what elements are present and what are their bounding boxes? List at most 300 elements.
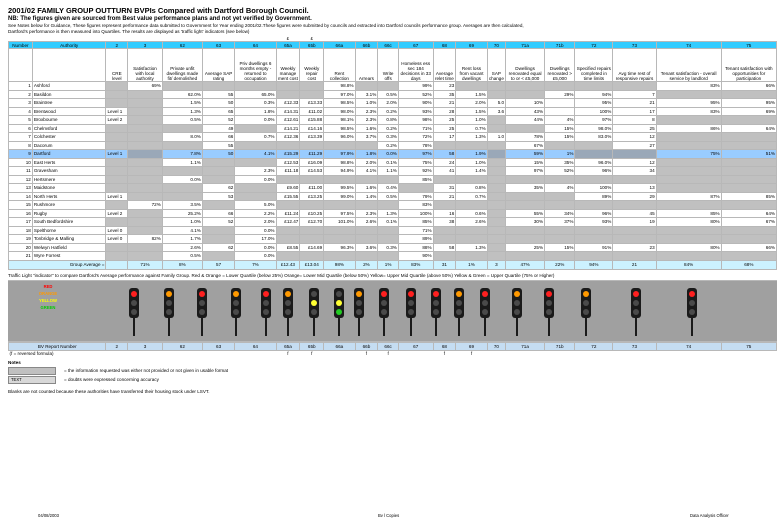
table-cell: 1.5%	[456, 107, 487, 116]
table-cell	[506, 82, 545, 91]
table-cell: 99.5%	[324, 184, 355, 193]
table-cell: 25%	[506, 243, 545, 252]
table-row	[9, 243, 777, 252]
table-cell: 88%	[398, 243, 433, 252]
table-cell	[106, 201, 128, 210]
table-cell	[545, 252, 575, 261]
table-cell	[300, 235, 324, 244]
table-row	[9, 150, 777, 159]
traffic-light-bulb	[336, 291, 342, 297]
bv-report-table	[8, 342, 777, 357]
row-number: 20	[9, 243, 33, 252]
table-cell	[355, 201, 378, 210]
table-row	[9, 133, 777, 142]
table-cell	[487, 175, 505, 184]
table-cell: 89%	[398, 235, 433, 244]
header-number-cell: 72	[575, 42, 613, 49]
table-cell	[276, 235, 300, 244]
table-cell: 67%	[506, 141, 545, 150]
table-cell: 69%	[721, 107, 776, 116]
table-cell	[202, 158, 234, 167]
table-cell	[276, 90, 300, 99]
table-cell: £16.09	[300, 158, 324, 167]
table-cell: 0.1%	[378, 218, 399, 227]
table-cell: 98.0%	[324, 107, 355, 116]
traffic-light-74	[631, 288, 641, 318]
table-cell: Level 1	[106, 150, 128, 159]
reversed-formula-cell	[106, 350, 128, 357]
table-cell: 97%	[506, 167, 545, 176]
authority-name: Maidstone	[32, 184, 106, 193]
table-cell: 0.1%	[378, 158, 399, 167]
table-cell	[162, 124, 202, 133]
traffic-light-bulb	[433, 300, 439, 306]
table-cell: 96.0%	[575, 158, 613, 167]
traffic-light-66c	[354, 288, 364, 318]
traffic-light-pole	[484, 318, 486, 336]
header-number-cell: 66a	[324, 42, 355, 49]
table-cell: 2.6%	[456, 218, 487, 227]
authority-name: Dacorum	[32, 141, 106, 150]
traffic-light-pole	[235, 318, 237, 336]
table-cell	[456, 175, 487, 184]
table-cell	[378, 235, 399, 244]
text-note: = doubts were expressed concerning accuracy	[64, 376, 159, 382]
traffic-light-bulb	[408, 300, 414, 306]
table-cell: 4.1%	[355, 167, 378, 176]
header-number-cell: 75	[721, 42, 776, 49]
table-cell	[162, 167, 202, 176]
header-number-cell: 65a	[276, 42, 300, 49]
header-label-cell: Average SAP rating	[202, 49, 234, 82]
table-cell	[162, 192, 202, 201]
authority-name: North Herts	[32, 192, 106, 201]
table-cell: 2.0%	[235, 218, 276, 227]
table-cell	[656, 116, 721, 125]
table-cell: 13	[613, 184, 656, 193]
average-cell: 1%	[456, 260, 487, 269]
traffic-light-bulb	[583, 300, 589, 306]
table-cell: 0.0%	[162, 175, 202, 184]
table-cell: 1.7%	[162, 235, 202, 244]
traffic-light-65a	[261, 288, 271, 318]
bv-report-number-row	[9, 342, 777, 350]
traffic-light-bulb	[546, 291, 552, 297]
header-number-cell: Number	[9, 42, 33, 49]
table-cell	[276, 201, 300, 210]
table-cell: 4.1%	[162, 226, 202, 235]
table-cell	[456, 235, 487, 244]
traffic-light-bulb	[482, 300, 488, 306]
table-cell: 93%	[575, 218, 613, 227]
row-number: 15	[9, 201, 33, 210]
table-cell	[613, 150, 656, 159]
authority-name: Rushmore	[32, 201, 106, 210]
table-row	[9, 175, 777, 184]
header-label-cell: Arrears	[355, 49, 378, 82]
header-number-row	[9, 42, 777, 49]
table-cell: 0.0%	[235, 243, 276, 252]
table-cell: 35%	[545, 158, 575, 167]
legend-red: RED	[43, 283, 53, 289]
table-cell: 4%	[545, 184, 575, 193]
table-cell	[487, 116, 505, 125]
traffic-light-bulb	[356, 291, 362, 297]
traffic-light-bulb	[546, 309, 552, 315]
table-cell	[202, 175, 234, 184]
header-number-cell: 73	[613, 42, 656, 49]
traffic-light-bulb	[131, 300, 137, 306]
table-cell	[106, 175, 128, 184]
table-cell: 1.3%	[378, 209, 399, 218]
traffic-light-panel	[8, 280, 777, 342]
table-cell	[128, 107, 163, 116]
table-cell	[506, 192, 545, 201]
traffic-light-bulb	[263, 309, 269, 315]
table-cell	[613, 175, 656, 184]
table-cell: 52	[202, 218, 234, 227]
table-cell	[487, 141, 505, 150]
table-cell	[545, 192, 575, 201]
header-number-cell: 71a	[506, 42, 545, 49]
table-cell: 3.7%	[355, 133, 378, 142]
table-cell: 35	[433, 90, 456, 99]
average-cell: 21	[613, 260, 656, 269]
notes-section	[8, 359, 777, 396]
table-cell	[355, 235, 378, 244]
average-cell: 7%	[235, 260, 276, 269]
bv-report-cell: 64	[235, 342, 276, 350]
table-cell: 0.6%	[456, 209, 487, 218]
table-cell: 91%	[575, 243, 613, 252]
table-cell: 12	[613, 133, 656, 142]
table-cell: 98.5%	[324, 99, 355, 108]
bv-report-cell: 73	[613, 342, 656, 350]
table-cell: 92%	[398, 167, 433, 176]
table-cell: 15%	[545, 243, 575, 252]
table-cell: 0.2%	[378, 124, 399, 133]
table-row	[9, 209, 777, 218]
header-label-cell: Rent loss from vacant dwellings	[456, 49, 487, 82]
table-cell	[128, 141, 163, 150]
table-cell: 64%	[721, 124, 776, 133]
header-number-cell: 3	[128, 42, 163, 49]
table-cell: £12.47	[276, 218, 300, 227]
table-cell	[656, 226, 721, 235]
table-cell: 0.3%	[235, 99, 276, 108]
table-cell: 17.0%	[235, 235, 276, 244]
traffic-light-bulb	[131, 309, 137, 315]
table-cell	[656, 90, 721, 99]
row-number: 12	[9, 175, 33, 184]
authority-name: Hertsmere	[32, 175, 106, 184]
table-cell: 58	[433, 243, 456, 252]
table-cell	[128, 175, 163, 184]
table-cell: 82%	[128, 235, 163, 244]
average-cell: 22%	[545, 260, 575, 269]
table-cell	[106, 90, 128, 99]
table-cell: 72%	[398, 133, 433, 142]
table-cell: 0.0%	[235, 226, 276, 235]
row-number: 13	[9, 184, 33, 193]
table-cell: 0.5%	[378, 90, 399, 99]
traffic-light-bulb	[311, 300, 317, 306]
row-number: 19	[9, 235, 33, 244]
traffic-light-bulb	[356, 300, 362, 306]
table-cell: 52	[202, 116, 234, 125]
table-cell: 98.8%	[324, 158, 355, 167]
table-cell	[575, 201, 613, 210]
table-row	[9, 90, 777, 99]
traffic-light-bulb	[233, 309, 239, 315]
table-cell: 5.0%	[235, 201, 276, 210]
traffic-light-bulb	[199, 300, 205, 306]
header-label-cell	[32, 49, 106, 82]
table-cell: 83.0%	[575, 133, 613, 142]
table-cell: 0.0%	[235, 116, 276, 125]
average-cell: Group Average =	[9, 260, 106, 269]
table-cell	[324, 226, 355, 235]
table-cell: 0.8%	[378, 116, 399, 125]
table-cell: 35%	[506, 184, 545, 193]
table-cell: 72%	[128, 201, 163, 210]
table-cell	[575, 235, 613, 244]
table-cell	[128, 243, 163, 252]
table-cell: 7	[613, 90, 656, 99]
row-number: 2	[9, 90, 33, 99]
table-cell: 90%	[398, 99, 433, 108]
table-cell: 85%	[398, 175, 433, 184]
table-cell: Level 1	[106, 107, 128, 116]
footer-right: Data Analysis Officer	[690, 513, 729, 518]
table-cell	[300, 226, 324, 235]
table-cell	[721, 201, 776, 210]
table-cell	[456, 201, 487, 210]
table-cell	[106, 141, 128, 150]
table-cell	[487, 124, 505, 133]
table-cell	[202, 167, 234, 176]
table-cell: 0.0%	[378, 150, 399, 159]
traffic-light-bulb	[199, 291, 205, 297]
table-cell: 0.5%	[162, 116, 202, 125]
traffic-light-pole	[585, 318, 587, 336]
table-cell: 2.6%	[162, 243, 202, 252]
table-cell: 15%	[506, 158, 545, 167]
table-cell	[324, 201, 355, 210]
traffic-light-pole	[458, 318, 460, 336]
table-cell: 98.5%	[324, 124, 355, 133]
reversed-formula-cell	[162, 350, 202, 357]
table-cell	[456, 252, 487, 261]
table-row	[9, 218, 777, 227]
table-cell	[128, 184, 163, 193]
table-cell: 86%	[656, 124, 721, 133]
traffic-light-bulb	[456, 309, 462, 315]
table-cell: 98.1%	[324, 116, 355, 125]
table-cell: 101.0%	[324, 218, 355, 227]
traffic-light-bulb	[689, 291, 695, 297]
table-cell: 0.5%	[378, 192, 399, 201]
nb-warning: NB: The figures given are sourced from Best value performance plans and not yet verified by Government.	[8, 16, 312, 22]
header-label-cell: Dwellings renovated equal to or < £5,000	[506, 49, 545, 82]
table-cell: 0.8%	[456, 184, 487, 193]
authority-name: Ashford	[32, 82, 106, 91]
table-cell	[656, 133, 721, 142]
traffic-light-bulb	[689, 300, 695, 306]
header-label-cell: Specified repairs completed in time limits	[575, 49, 613, 82]
reversed-formula-cell: f	[470, 351, 473, 356]
header-number-cell: 63	[202, 42, 234, 49]
table-cell	[106, 99, 128, 108]
table-cell: £9.60	[276, 184, 300, 193]
table-cell: 95%	[721, 99, 776, 108]
table-cell	[656, 252, 721, 261]
table-cell	[106, 218, 128, 227]
table-cell	[545, 141, 575, 150]
table-cell	[128, 150, 163, 159]
bv-report-cell: 75	[721, 342, 776, 350]
table-cell: 96.3%	[324, 243, 355, 252]
table-cell: 1.5%	[456, 90, 487, 99]
table-cell: 65.0%	[235, 90, 276, 99]
table-cell: 1.3%	[162, 107, 202, 116]
table-cell	[433, 252, 456, 261]
table-cell: 94.9%	[324, 167, 355, 176]
row-number: 16	[9, 209, 33, 218]
traffic-light-pole	[287, 318, 289, 336]
table-cell: 66%	[721, 243, 776, 252]
traffic-light-69	[431, 288, 441, 318]
table-cell	[721, 184, 776, 193]
table-cell: 62	[202, 184, 234, 193]
table-cell	[613, 82, 656, 91]
row-number: 7	[9, 133, 33, 142]
table-cell: £15.29	[276, 150, 300, 159]
table-cell	[355, 252, 378, 261]
table-cell: 55%	[506, 209, 545, 218]
table-cell: 2.3%	[355, 116, 378, 125]
average-cell: 3	[487, 260, 505, 269]
table-cell: 2.3%	[355, 209, 378, 218]
reversed-formula-cell: f	[443, 351, 446, 356]
table-row	[9, 107, 777, 116]
table-cell	[128, 218, 163, 227]
table-cell: 98.0%	[575, 124, 613, 133]
table-cell	[128, 133, 163, 142]
pound-symbol: £	[300, 35, 324, 42]
bv-report-cell: 71b	[545, 342, 575, 350]
table-cell	[721, 226, 776, 235]
table-cell: 71%	[398, 226, 433, 235]
reversed-formula-cell: f	[387, 351, 389, 356]
average-cell: £12.43	[276, 260, 300, 269]
traffic-light-pole	[201, 318, 203, 336]
header-number-cell: 66b	[355, 42, 378, 49]
traffic-light-pole	[691, 318, 693, 336]
traffic-light-pole	[358, 318, 360, 336]
table-cell: 62	[202, 243, 234, 252]
legend-green: GREEN	[40, 304, 56, 310]
average-cell: 68%	[721, 260, 776, 269]
header-label-cell: Average relet time	[433, 49, 456, 82]
table-cell	[721, 90, 776, 99]
table-cell	[433, 175, 456, 184]
table-cell: 89%	[575, 192, 613, 201]
table-cell: 8.0%	[162, 133, 202, 142]
table-cell: £12.36	[276, 133, 300, 142]
table-cell	[162, 141, 202, 150]
table-cell: 52%	[398, 90, 433, 99]
table-cell	[487, 209, 505, 218]
table-row	[9, 235, 777, 244]
traffic-light-bulb	[583, 291, 589, 297]
header-number-cell: 68	[433, 42, 456, 49]
header-label-cell	[9, 49, 33, 82]
table-cell: 1.6%	[355, 184, 378, 193]
header-label-cell: Avg time rest of responsive repairs	[613, 49, 656, 82]
table-cell	[433, 235, 456, 244]
table-cell: 8	[613, 116, 656, 125]
table-row	[9, 99, 777, 108]
row-number: 18	[9, 226, 33, 235]
table-row	[9, 167, 777, 176]
table-cell	[433, 141, 456, 150]
table-cell	[545, 226, 575, 235]
table-cell: 3.6	[487, 107, 505, 116]
table-cell: 10%	[506, 99, 545, 108]
header-label-cell: CRE level	[106, 49, 128, 82]
table-cell: £15.55	[276, 192, 300, 201]
traffic-light-bulb	[285, 309, 291, 315]
table-cell: 1.0	[487, 133, 505, 142]
table-cell	[378, 226, 399, 235]
traffic-light-bulb	[285, 291, 291, 297]
table-cell	[300, 90, 324, 99]
traffic-light-bulb	[166, 300, 172, 306]
table-cell: £11.00	[300, 184, 324, 193]
table-cell	[613, 235, 656, 244]
table-cell	[487, 235, 505, 244]
table-cell: 64%	[721, 209, 776, 218]
table-cell: £12.61	[276, 116, 300, 125]
bv-report-cell: 67	[398, 342, 433, 350]
traffic-light-71a	[480, 288, 490, 318]
traffic-light-bulb	[381, 291, 387, 297]
table-cell: 29	[613, 192, 656, 201]
reversed-formula-cell	[506, 350, 545, 357]
table-cell	[506, 252, 545, 261]
table-cell	[721, 158, 776, 167]
table-cell: £14.69	[300, 243, 324, 252]
table-cell	[202, 252, 234, 261]
table-cell	[575, 82, 613, 91]
table-cell: 1.6%	[355, 124, 378, 133]
authority-name: Spelthorne	[32, 226, 106, 235]
table-cell	[324, 235, 355, 244]
row-number: 8	[9, 141, 33, 150]
traffic-light-bulb	[456, 291, 462, 297]
pound-symbol: £	[276, 35, 300, 42]
header-label-cell: Homeless ess sec 184 decisions in 33 days	[398, 49, 433, 82]
authority-name: South Bedfordshire	[32, 218, 106, 227]
table-cell: Level 1	[106, 192, 128, 201]
table-cell: 100%	[575, 107, 613, 116]
authority-name: Basildon	[32, 90, 106, 99]
table-cell: 58	[433, 150, 456, 159]
table-cell: 97.5%	[324, 209, 355, 218]
traffic-light-bulb	[285, 300, 291, 306]
bv-report-cell: 69	[456, 342, 487, 350]
